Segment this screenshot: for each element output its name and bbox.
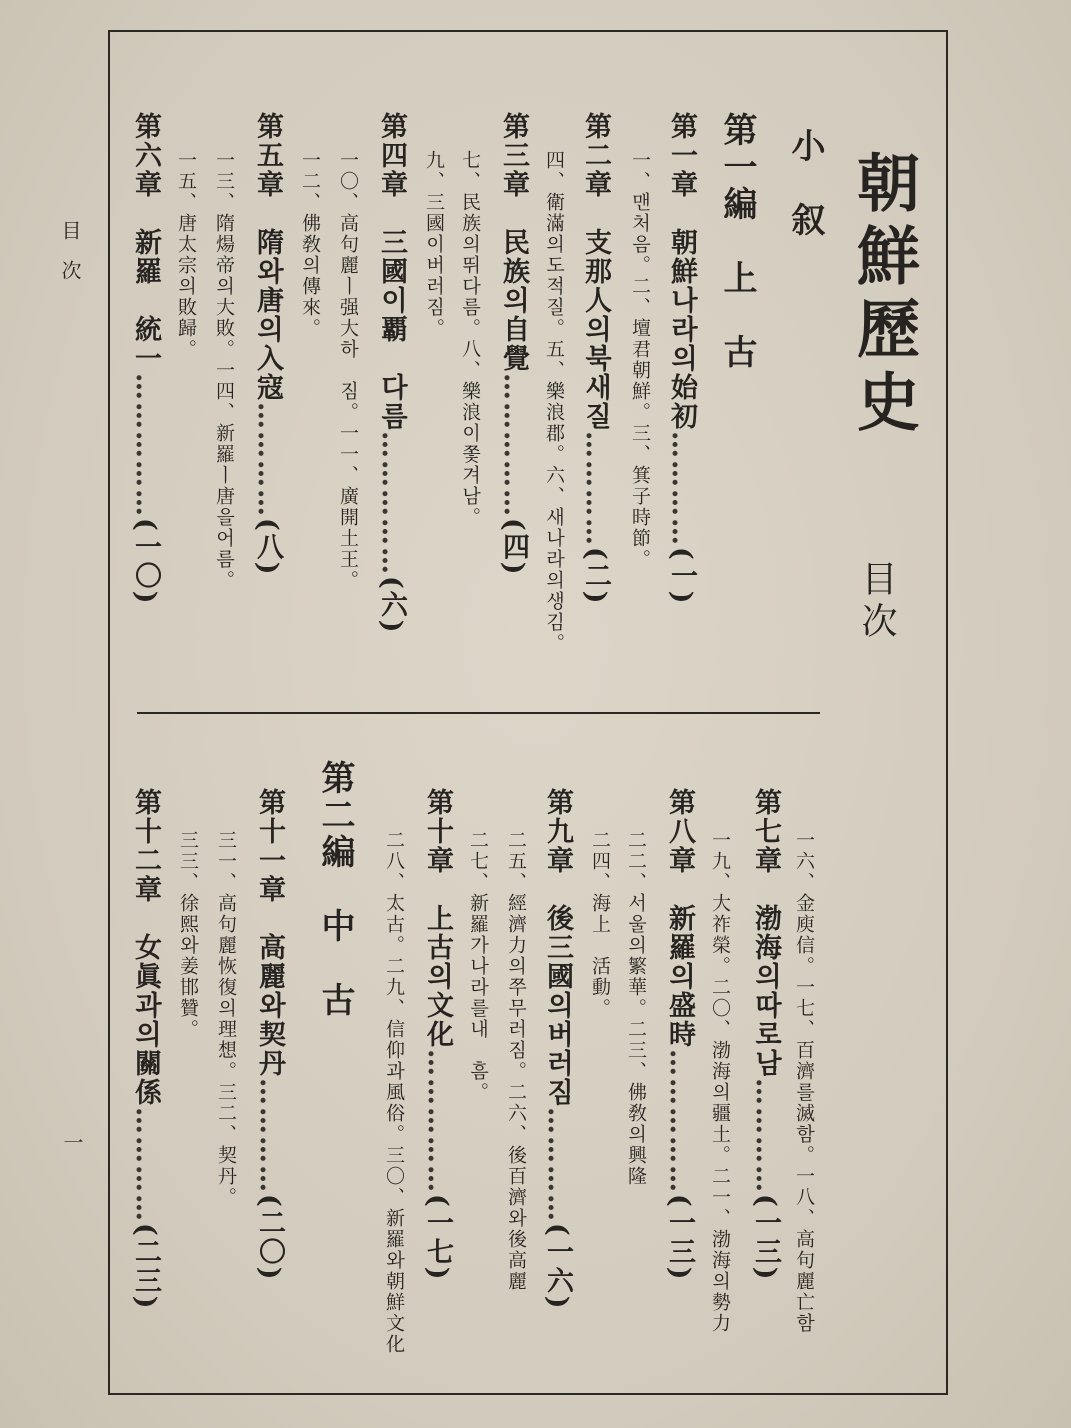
intro-heading: 小 叙 bbox=[785, 128, 825, 239]
page-ref: (一三) bbox=[664, 1194, 695, 1282]
page-number: 一 bbox=[60, 1132, 84, 1152]
book-subtitle: 目次 bbox=[856, 560, 897, 644]
chapter-2-sections: 四、衛滿의도적질。五、樂浪郡。六、새나라의생김。 bbox=[543, 150, 565, 654]
chapter-11-sections-a: 三一、高句麗恢復의理想。三二、契丹。 bbox=[215, 830, 237, 1208]
chapter-8-sections-b: 二四、海上 活動。 bbox=[589, 830, 611, 1019]
page-ref: (一) bbox=[666, 547, 697, 606]
page-ref: (一〇) bbox=[130, 518, 161, 606]
chapter-6: 第六章 新羅 統一……………(一〇) bbox=[130, 112, 161, 606]
chapter-4-sections-b: 一二、佛敎의傳來。 bbox=[299, 150, 321, 339]
chapter-11-sections-b: 三三、徐熙와姜邯贊。 bbox=[177, 830, 199, 1040]
page-ref: (二三) bbox=[130, 1223, 161, 1311]
running-head: 目 次 bbox=[58, 220, 82, 280]
page-ref: (八) bbox=[252, 518, 283, 577]
chapter-5-sections-a: 一三、隋煬帝의大敗。一四、新羅ㅣ唐을어름。 bbox=[213, 150, 235, 591]
book-title: 朝鮮歷史 bbox=[847, 150, 921, 442]
page-ref: (二) bbox=[580, 547, 611, 606]
page-ref: (一六) bbox=[542, 1223, 573, 1311]
chapter-10: 第十章 上古의文化……………(一七) bbox=[422, 788, 453, 1282]
chapter-1-sections: 一、맨처음。二、壇君朝鮮。三、箕子時節。 bbox=[629, 150, 651, 570]
page-ref: (一七) bbox=[422, 1194, 453, 1282]
chapter-7-sections: 一九、大祚榮。二〇、渤海의疆土。二一、渤海의勢力 bbox=[709, 830, 731, 1334]
chapter-10-sections: 二八、太古。二九、信仰과風俗。三〇、新羅와朝鮮文化 bbox=[383, 830, 405, 1355]
page-ref: (六) bbox=[376, 576, 407, 635]
chapter-7: 第七章 渤海의따로남…………(一三) bbox=[750, 788, 781, 1282]
chapter-3-sections-a: 七、民族의뛰다름。八、樂浪이쫓겨남。 bbox=[459, 150, 481, 528]
chapter-8-sections-a: 二二、서울의繁華。二三、佛敎의興隆 bbox=[625, 830, 647, 1187]
chapter-12: 第十二章 女眞과의關係…………(二三) bbox=[130, 788, 161, 1311]
chapter-3-sections-b: 九、三國이버러짐。 bbox=[423, 150, 445, 339]
part1-heading: 第一編 上 古 bbox=[717, 112, 757, 371]
chapter-2: 第二章 支那人의북새질…………(二) bbox=[580, 112, 611, 606]
chapter-8: 第八章 新羅의盛時……………(一三) bbox=[664, 788, 695, 1282]
chapter-1: 第一章 朝鮮나라의始初…………(一) bbox=[666, 112, 697, 606]
chapter-9-sections-b: 二七、新羅가나라를내 흠。 bbox=[467, 830, 489, 1103]
page-ref: (一三) bbox=[750, 1194, 781, 1282]
chapter-5-sections-b: 一五、唐太宗의敗歸。 bbox=[175, 150, 197, 360]
chapter-3: 第三章 民族의自覺……………(四) bbox=[498, 112, 529, 577]
section-divider bbox=[137, 712, 820, 714]
chapter-4: 第四章 三國이覇 다름……………(六) bbox=[376, 112, 407, 635]
chapter-5: 第五章 隋와唐의入寇…………(八) bbox=[252, 112, 283, 577]
chapter-4-sections-a: 一〇、高句麗ㅣ强大하 짐。一一、廣開土王。 bbox=[337, 150, 359, 591]
page-ref: (四) bbox=[498, 518, 529, 577]
page-ref: (二〇) bbox=[254, 1194, 285, 1282]
chapter-9: 第九章 後三國의버러짐…………(一六) bbox=[542, 788, 573, 1311]
chapter-9-sections-a: 二五、經濟力의쭈무러짐。二六、後百濟와後高麗 bbox=[505, 830, 527, 1292]
chapter-6-sections-cont: 一六、金庾信。一七、百濟를滅함。一八、高句麗亡함 bbox=[793, 830, 815, 1334]
part2-heading: 第二編 中 古 bbox=[315, 760, 355, 1019]
chapter-11: 第十一章 高麗와契丹…………(二〇) bbox=[254, 788, 285, 1282]
